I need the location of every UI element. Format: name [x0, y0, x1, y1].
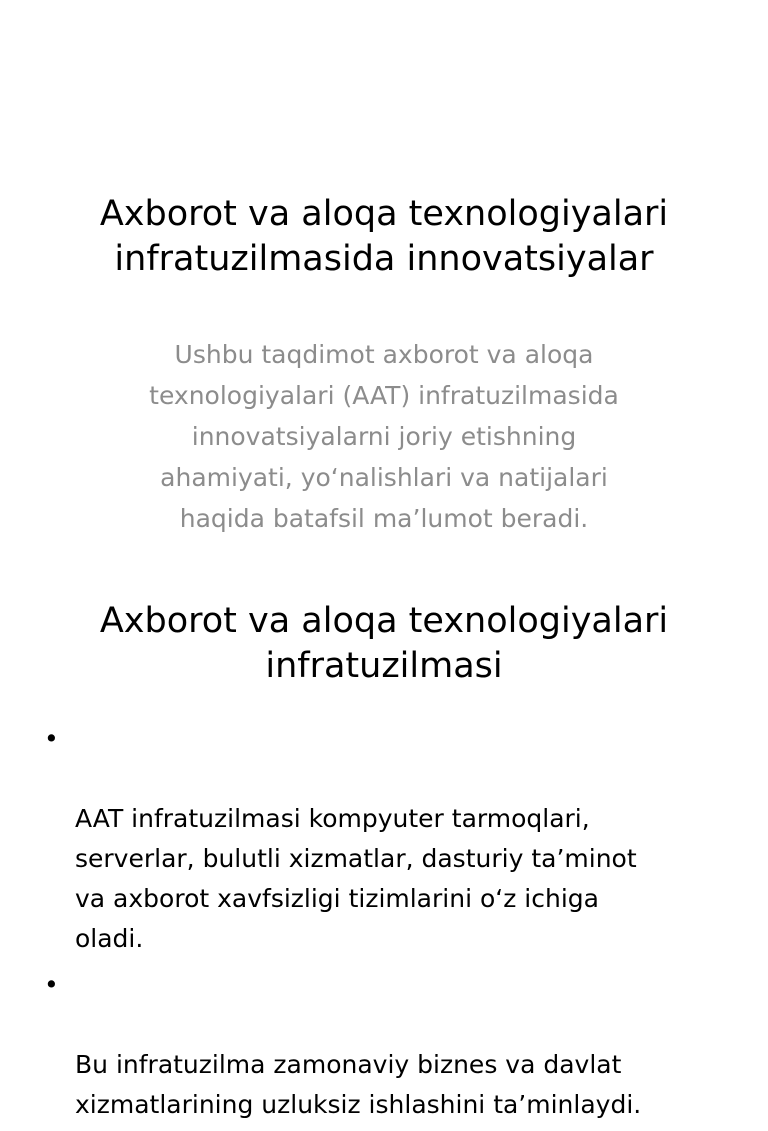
bullet-text: Bu infratuzilma zamonaviy biznes va davlat xizmatlarining uzluksiz ishlashini ta’minlaydi.: [75, 1050, 642, 1119]
presentation-subtitle: Ushbu taqdimot axborot va aloqa texnologiyalari (AAT) infratuzilmasida innovatsiyalarni joriy etishning ahamiyati, yo‘nalishlari va natijalari haqida batafsil ma’lumot beradi.: [149, 340, 619, 533]
bullet-icon: •: [44, 970, 59, 999]
bullet-list: [38, 719, 728, 1131]
content-slide: [0, 576, 768, 1119]
presentation-title: Axborot va aloqa texnologiyalari infratuzilmasida innovatsiyalar: [99, 194, 669, 279]
bullet-item: [38, 719, 728, 959]
slide-title: Axborot va aloqa texnologiyalari infratuzilmasi: [99, 601, 669, 686]
bullet-item: [38, 965, 728, 1125]
bullet-icon: •: [44, 724, 59, 753]
bullet-text: AAT infratuzilmasi kompyuter tarmoqlari, serverlar, bulutli xizmatlar, dasturiy ta’minot va axborot xavfsizligi tizimlarini o‘z ichiga oladi.: [75, 804, 637, 953]
